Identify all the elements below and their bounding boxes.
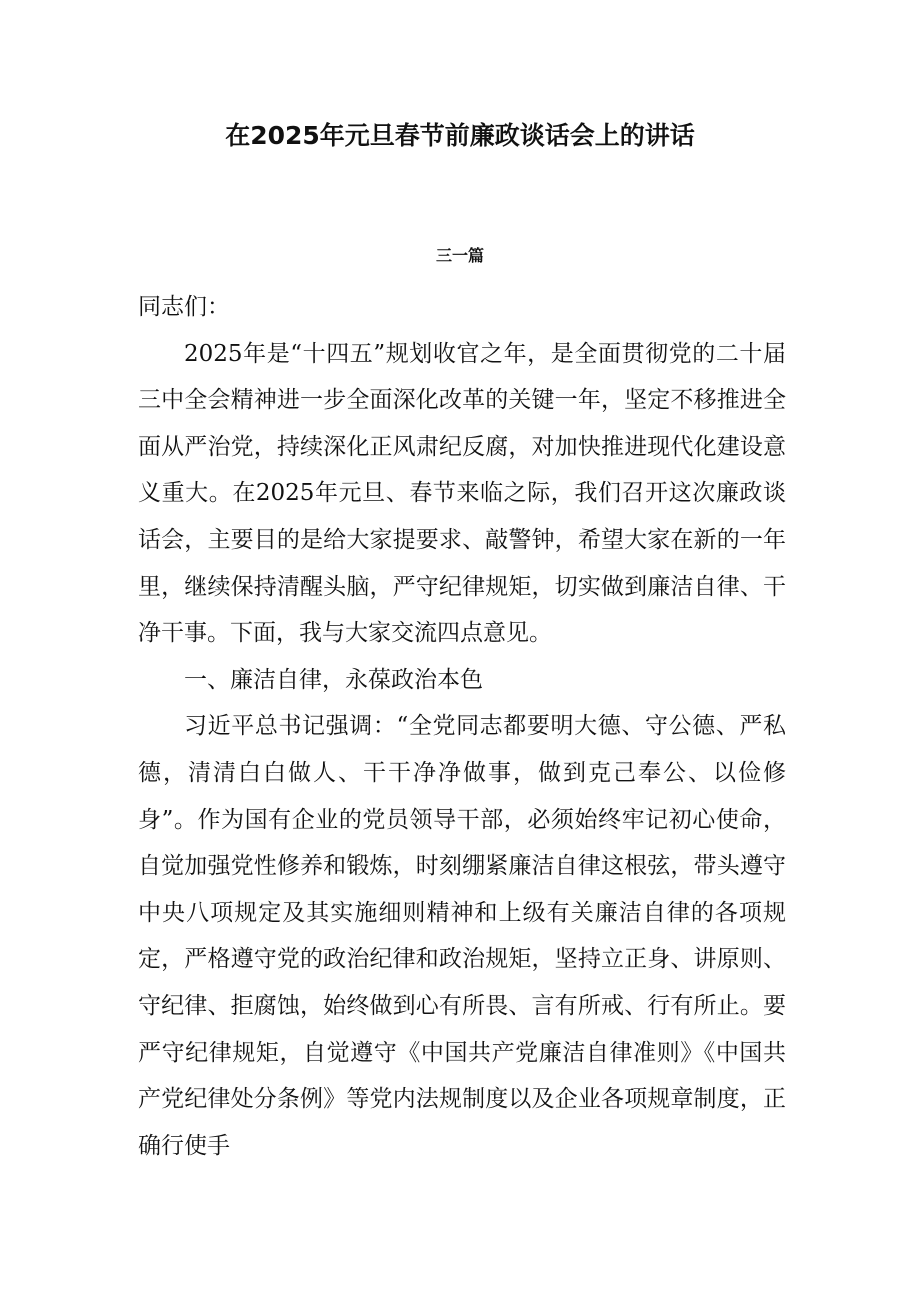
salutation: 同志们： [138,294,230,320]
document-body [138,284,786,1169]
section-heading: 一、廉洁自律，永葆政治本色 [184,666,483,693]
paragraph-intro: 2025年是“十四五”规划收官之年，是全面贯彻党的二十届三中全会精神进一步全面深化改革的关键一年，坚定不移推进全面从严治党，持续深化正风肃纪反腐，对加快推进现代化建设意义重大。在2025年元旦、春节来临之际，我们召开这次廉政谈话会，主要目的是给大家提要求、敲警钟，希望大家在新的一年里，继续保持清醒头脑，严守纪律规矩，切实做到廉洁自律、干净干事。下面，我与大家交流四点意见。 [138,340,786,647]
document-subtitle: 三一篇 [435,246,484,265]
document-title: 在2025年元旦春节前廉政谈话会上的讲话 [225,121,695,150]
paragraph-section-one: 习近平总书记强调：“全党同志都要明大德、守公德、严私德，清清白白做人、干干净净做事，做到克己奉公、以俭修身”。作为国有企业的党员领导干部，必须始终牢记初心使命，自觉加强党性修养和锻炼，时刻绷紧廉洁自律这根弦，带头遵守中央八项规定及其实施细则精神和上级有关廉洁自律的各项规定，严格遵守党的政治纪律和政治规矩，坚持立正身、讲原则、守纪律、拒腐蚀，始终做到心有所畏、言有所戒、行有所止。要严守纪律规矩，自觉遵守《中国共产党廉洁自律准则》《中国共产党纪律处分条例》等党内法规制度以及企业各项规章制度，正确行使手 [138,713,786,1159]
